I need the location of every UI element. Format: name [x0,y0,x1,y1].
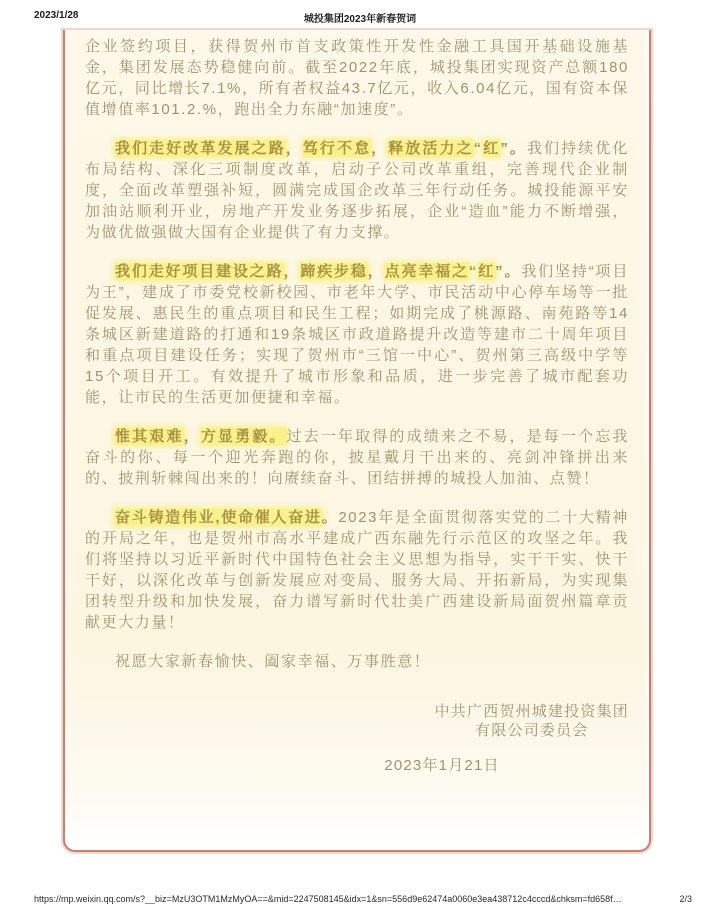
lead-punctuation: ， [283,263,301,280]
lead-punctuation: ” [495,263,505,280]
paragraph [85,36,629,120]
paragraph [85,138,629,243]
paragraph-text: 我们持续优化布局结构、深化三项制度改革，启动子公司改革重组，完善现代企业制度，全面改革塑强补短，圆满完成国企改革三年行动任务。城投能源平安加油站顺利开业，房地产开发业务逐步拓展，企业“造血”能力不断增强，为做优做强做大国有企业提供了有力支撑。 [85,140,629,241]
lead-punctuation: ， [183,428,201,445]
highlighted-lead-text: 我们走好项目建设之路 [115,263,284,280]
highlighted-lead-text: 红 [477,263,496,280]
paragraph [85,261,629,408]
paragraph-text: 2023年是全面贯彻落实党的二十大精神的开局之年，也是贺州市高水平建成广西东融先行示范区的攻坚之年。我们将坚持以习近平新时代中国特色社会主义思想为指导，实干干实、快干干好，以深化改革与创新发展应对变局、服务大局、开拓新局，为实现集团转型升级和加快发展，奋力谱写新时代壮美广西建设新局面贺州篇章贡献更大力量！ [85,509,629,631]
lead-punctuation: 。 [509,140,527,157]
letter-card [63,30,651,852]
highlighted-lead-text: 红 [482,140,501,157]
paragraph-text: 祝愿大家新春愉快、阖家幸福、万事胜意！ [115,653,431,670]
lead-punctuation: “ [468,263,478,280]
source-url: https://mp.weixin.qq.com/s?__biz=MzU3OTM1MzMyOA==&mid=2247508145&idx=1&sn=556d9e62474a0060e3ea438712c4cccd&chksm=fd658f… [34,894,622,904]
lead-punctuation: ， [371,140,389,157]
lead-punctuation: 。 [321,509,339,526]
paragraph [85,507,629,633]
document-body [85,36,629,672]
highlighted-lead-text: 蹄疾步稳 [300,263,368,280]
signature-line-2: 有限公司委员会 [475,722,589,739]
paragraph [85,651,629,672]
signature-line-1: 中共广西贺州城建投资集团 [434,703,629,720]
highlighted-lead-text: 方显勇毅。 [200,428,287,445]
highlighted-lead-text: 惟其艰难 [115,428,184,445]
highlighted-lead-text: 点亮幸福之 [384,263,469,280]
lead-punctuation: ， [367,263,385,280]
highlighted-lead-text: 笃行不怠 [302,140,372,157]
lead-punctuation: 。 [504,263,522,280]
lead-punctuation: ， [285,140,303,157]
lead-punctuation: “ [473,140,483,157]
print-footer [34,894,692,906]
paragraph-text: 我们坚持“项目为王”，建成了市委党校新校园、市老年大学、市民活动中心停车场等一批促发展、惠民生的重点项目和民生工程；如期完成了桃源路、南苑路等14条城区新建道路的打通和19条城区市政道路提升改造等建市二十周年项目和重点项目建设任务；实现了贺州市“三馆一中心”、贺州第三高级中学等15个项目开工。有效提升了城市形象和品质，进一步完善了城市配套功能，让市民的生活更加便捷和幸福。 [85,263,629,406]
print-header [34,10,686,24]
highlighted-lead-text: 释放活力之 [388,140,474,157]
print-header-title: 城投集团2023年新春贺词 [303,14,417,25]
print-header-date: 2023/1/28 [34,10,79,21]
highlighted-lead-text: 我们走好改革发展之路 [115,140,286,157]
paragraph [85,426,629,489]
highlighted-lead-text: 奋斗铸造伟业,使命催人奋进 [115,509,322,526]
paragraph-text: 过去一年取得的成绩来之不易，是每一个忘我奋斗的你、每一个迎光奔跑的你，披星戴月干出来的、亮剑冲锋拼出来的、披荆斩棘闯出来的！向赓续奋斗、团结拼搏的城投人加油、点赞！ [85,428,629,487]
signature-block [435,702,629,740]
paragraph-text: 企业签约项目，获得贺州市首支政策性开发性金融工具国开基础设施基金，集团发展态势稳健向前。截至2022年底，城投集团实现资产总额180亿元，同比增长7.1%，所有者权益43.7亿元，收入6.04亿元，国有资本保值增值率101.2.%，跑出全力东融“加速度”。 [85,38,629,118]
page-indicator: 2/3 [679,894,692,904]
document-date: 2023年1月21日 [384,757,500,774]
lead-punctuation: ” [500,140,510,157]
